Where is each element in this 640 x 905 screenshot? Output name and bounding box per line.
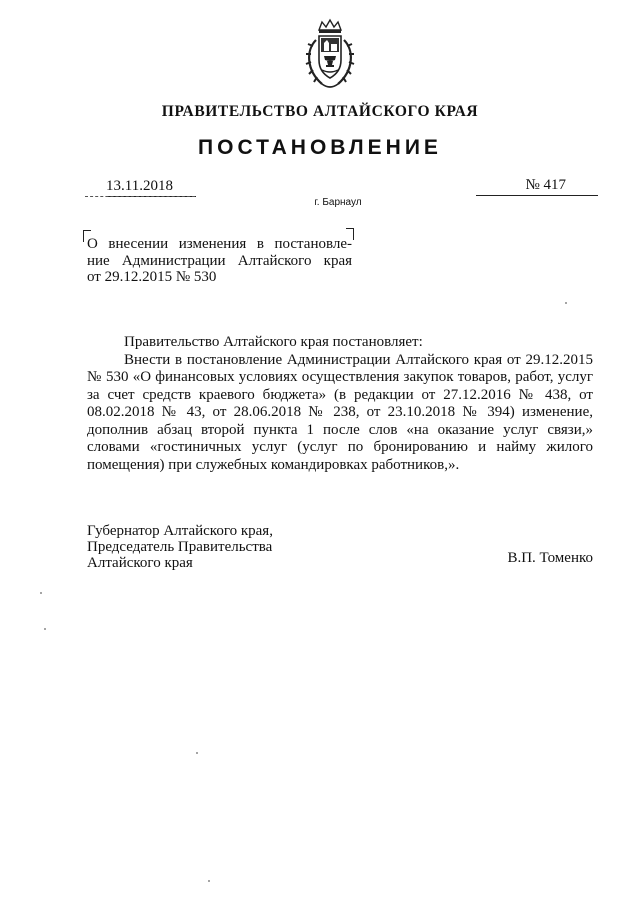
signatory-position-line: Председатель Правительства [87,539,273,555]
organization-title: ПРАВИТЕЛЬСТВО АЛТАЙСКОГО КРАЯ [161,103,479,120]
subject-line: ние Администрации Алтайского края [87,252,352,269]
document-body [87,334,593,474]
subject-line: О внесении изменения в постановле- [87,236,352,252]
body-main-paragraph: Внести в постановление Администрации Алтайского края от 29.12.2015 № 530 «О финансовых условиях осуществления закупок товаров, работ, услуг за счет средств краевого бюджета» (в редакции от 27.12.2016 № 438, от 08.02.2018 № 43, от 28.06.2018 № 238, от 23.10.2018 № 394) изменение, дополнив абзац второй пункта 1 после слов «на оказание услуг связи,» словами «гостиничных услуг (услуг по бронированию и найму жилого помещения) при служебных командировках работников,». [87,351,593,473]
scan-speck [44,628,46,630]
document-type-title: ПОСТАНОВЛЕНИЕ [198,136,442,159]
scan-speck [40,592,42,594]
signatory-name: В.П. Томенко [507,550,593,566]
signatory-position-line: Губернатор Алтайского края, [87,523,273,539]
document-date: 13.11.2018 [106,178,196,197]
subject-line: от 29.12.2015 № 530 [87,269,217,285]
document-number: № 417 [476,177,598,196]
scan-speck [208,880,210,882]
body-preamble: Правительство Алтайского края постановляет: [124,334,423,350]
document-subject [87,236,352,286]
document-city: г. Барнаул [314,197,362,208]
signatory-position [87,523,347,571]
altai-krai-emblem-icon [302,18,358,92]
scan-speck [565,302,567,304]
scan-speck [196,752,198,754]
signatory-position-line: Алтайского края [87,555,193,571]
